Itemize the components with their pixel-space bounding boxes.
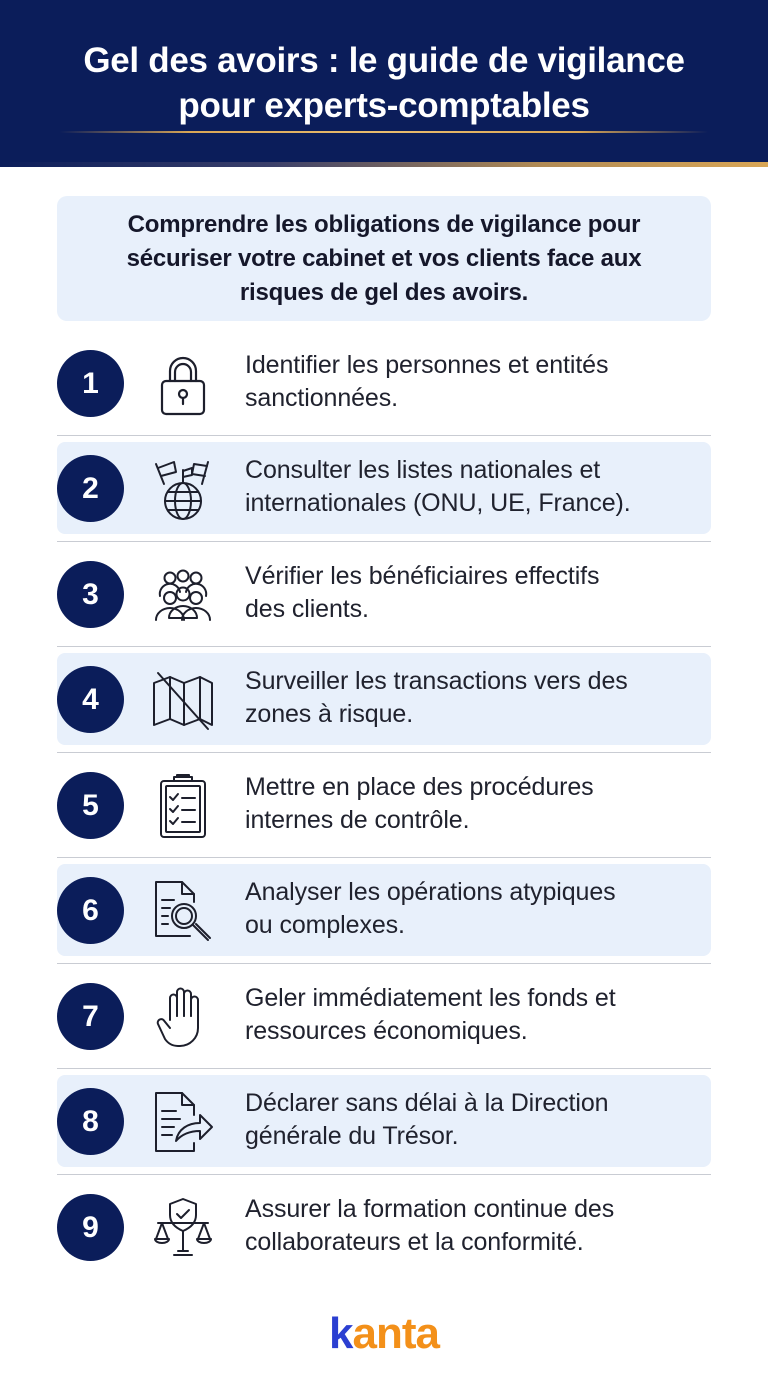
shield-scales-icon bbox=[150, 1195, 216, 1261]
divider bbox=[57, 1174, 711, 1175]
item-text bbox=[245, 665, 705, 731]
kanta-logo bbox=[0, 1304, 768, 1364]
intro-line-1: Comprendre les obligations de vigilance pour bbox=[127, 210, 641, 238]
step-number: 2 bbox=[57, 455, 124, 522]
item-text bbox=[245, 454, 705, 520]
logo-letter-k: k bbox=[329, 1309, 353, 1358]
item-line-1: Assurer la formation continue des bbox=[245, 1195, 615, 1223]
intro-text bbox=[127, 208, 642, 310]
step-number: 7 bbox=[57, 983, 124, 1050]
list-item bbox=[57, 759, 711, 851]
title-line-1: Gel des avoirs : le guide de vigilance bbox=[83, 41, 685, 80]
list-item bbox=[57, 653, 711, 745]
item-line-2: des clients. bbox=[245, 595, 369, 623]
item-line-2: collaborateurs et la conformité. bbox=[245, 1228, 584, 1256]
restricted-map-icon bbox=[150, 667, 216, 733]
header-banner bbox=[0, 0, 768, 167]
item-text bbox=[245, 876, 705, 942]
list-item bbox=[57, 970, 711, 1062]
divider bbox=[57, 752, 711, 753]
padlock-icon bbox=[150, 351, 216, 417]
list-item bbox=[57, 548, 711, 640]
item-line-2: zones à risque. bbox=[245, 700, 414, 728]
item-line-1: Identifier les personnes et entités bbox=[245, 351, 609, 379]
divider bbox=[57, 963, 711, 964]
list-item bbox=[57, 337, 711, 429]
item-line-1: Geler immédiatement les fonds et bbox=[245, 984, 616, 1012]
item-line-2: ressources économiques. bbox=[245, 1017, 528, 1045]
list-item bbox=[57, 1181, 711, 1273]
item-text bbox=[245, 349, 705, 415]
item-line-2: internationales (ONU, UE, France). bbox=[245, 489, 631, 517]
item-text bbox=[245, 771, 705, 837]
step-number: 1 bbox=[57, 350, 124, 417]
intro-line-2: sécuriser votre cabinet et vos clients face aux bbox=[126, 244, 642, 272]
item-text bbox=[245, 560, 705, 626]
divider bbox=[57, 435, 711, 436]
gold-divider bbox=[60, 131, 708, 133]
item-line-1: Déclarer sans délai à la Direction bbox=[245, 1089, 609, 1117]
step-number: 3 bbox=[57, 561, 124, 628]
step-number: 8 bbox=[57, 1088, 124, 1155]
item-line-1: Mettre en place des procédures bbox=[245, 773, 594, 801]
clipboard-checklist-icon bbox=[150, 773, 216, 839]
people-group-icon bbox=[150, 562, 216, 628]
document-magnifier-icon bbox=[150, 878, 216, 944]
page-title bbox=[20, 38, 748, 128]
item-line-1: Surveiller les transactions vers des bbox=[245, 667, 628, 695]
globe-flags-icon bbox=[150, 456, 216, 522]
divider bbox=[57, 857, 711, 858]
step-number: 4 bbox=[57, 666, 124, 733]
header-bottom-stripe bbox=[0, 162, 768, 167]
item-line-1: Vérifier les bénéficiaires effectifs bbox=[245, 562, 600, 590]
logo-wordmark bbox=[329, 1309, 439, 1359]
divider bbox=[57, 1068, 711, 1069]
logo-letters-rest: anta bbox=[352, 1309, 439, 1358]
intro-line-3: risques de gel des avoirs. bbox=[239, 278, 529, 306]
raised-hand-icon bbox=[150, 984, 216, 1050]
item-text bbox=[245, 1193, 705, 1259]
divider bbox=[57, 646, 711, 647]
step-number: 5 bbox=[57, 772, 124, 839]
step-number: 6 bbox=[57, 877, 124, 944]
list-item bbox=[57, 1075, 711, 1167]
list-item bbox=[57, 864, 711, 956]
intro-box bbox=[57, 196, 711, 321]
item-line-2: ou complexes. bbox=[245, 911, 405, 939]
divider bbox=[57, 541, 711, 542]
list-item bbox=[57, 442, 711, 534]
item-line-1: Analyser les opérations atypiques bbox=[245, 878, 616, 906]
item-line-2: générale du Trésor. bbox=[245, 1122, 459, 1150]
item-text bbox=[245, 1087, 705, 1153]
item-text bbox=[245, 982, 705, 1048]
document-forward-icon bbox=[150, 1089, 216, 1155]
item-line-2: internes de contrôle. bbox=[245, 806, 470, 834]
step-number: 9 bbox=[57, 1194, 124, 1261]
title-line-2: pour experts-comptables bbox=[178, 86, 590, 125]
item-line-2: sanctionnées. bbox=[245, 384, 398, 412]
item-line-1: Consulter les listes nationales et bbox=[245, 456, 601, 484]
